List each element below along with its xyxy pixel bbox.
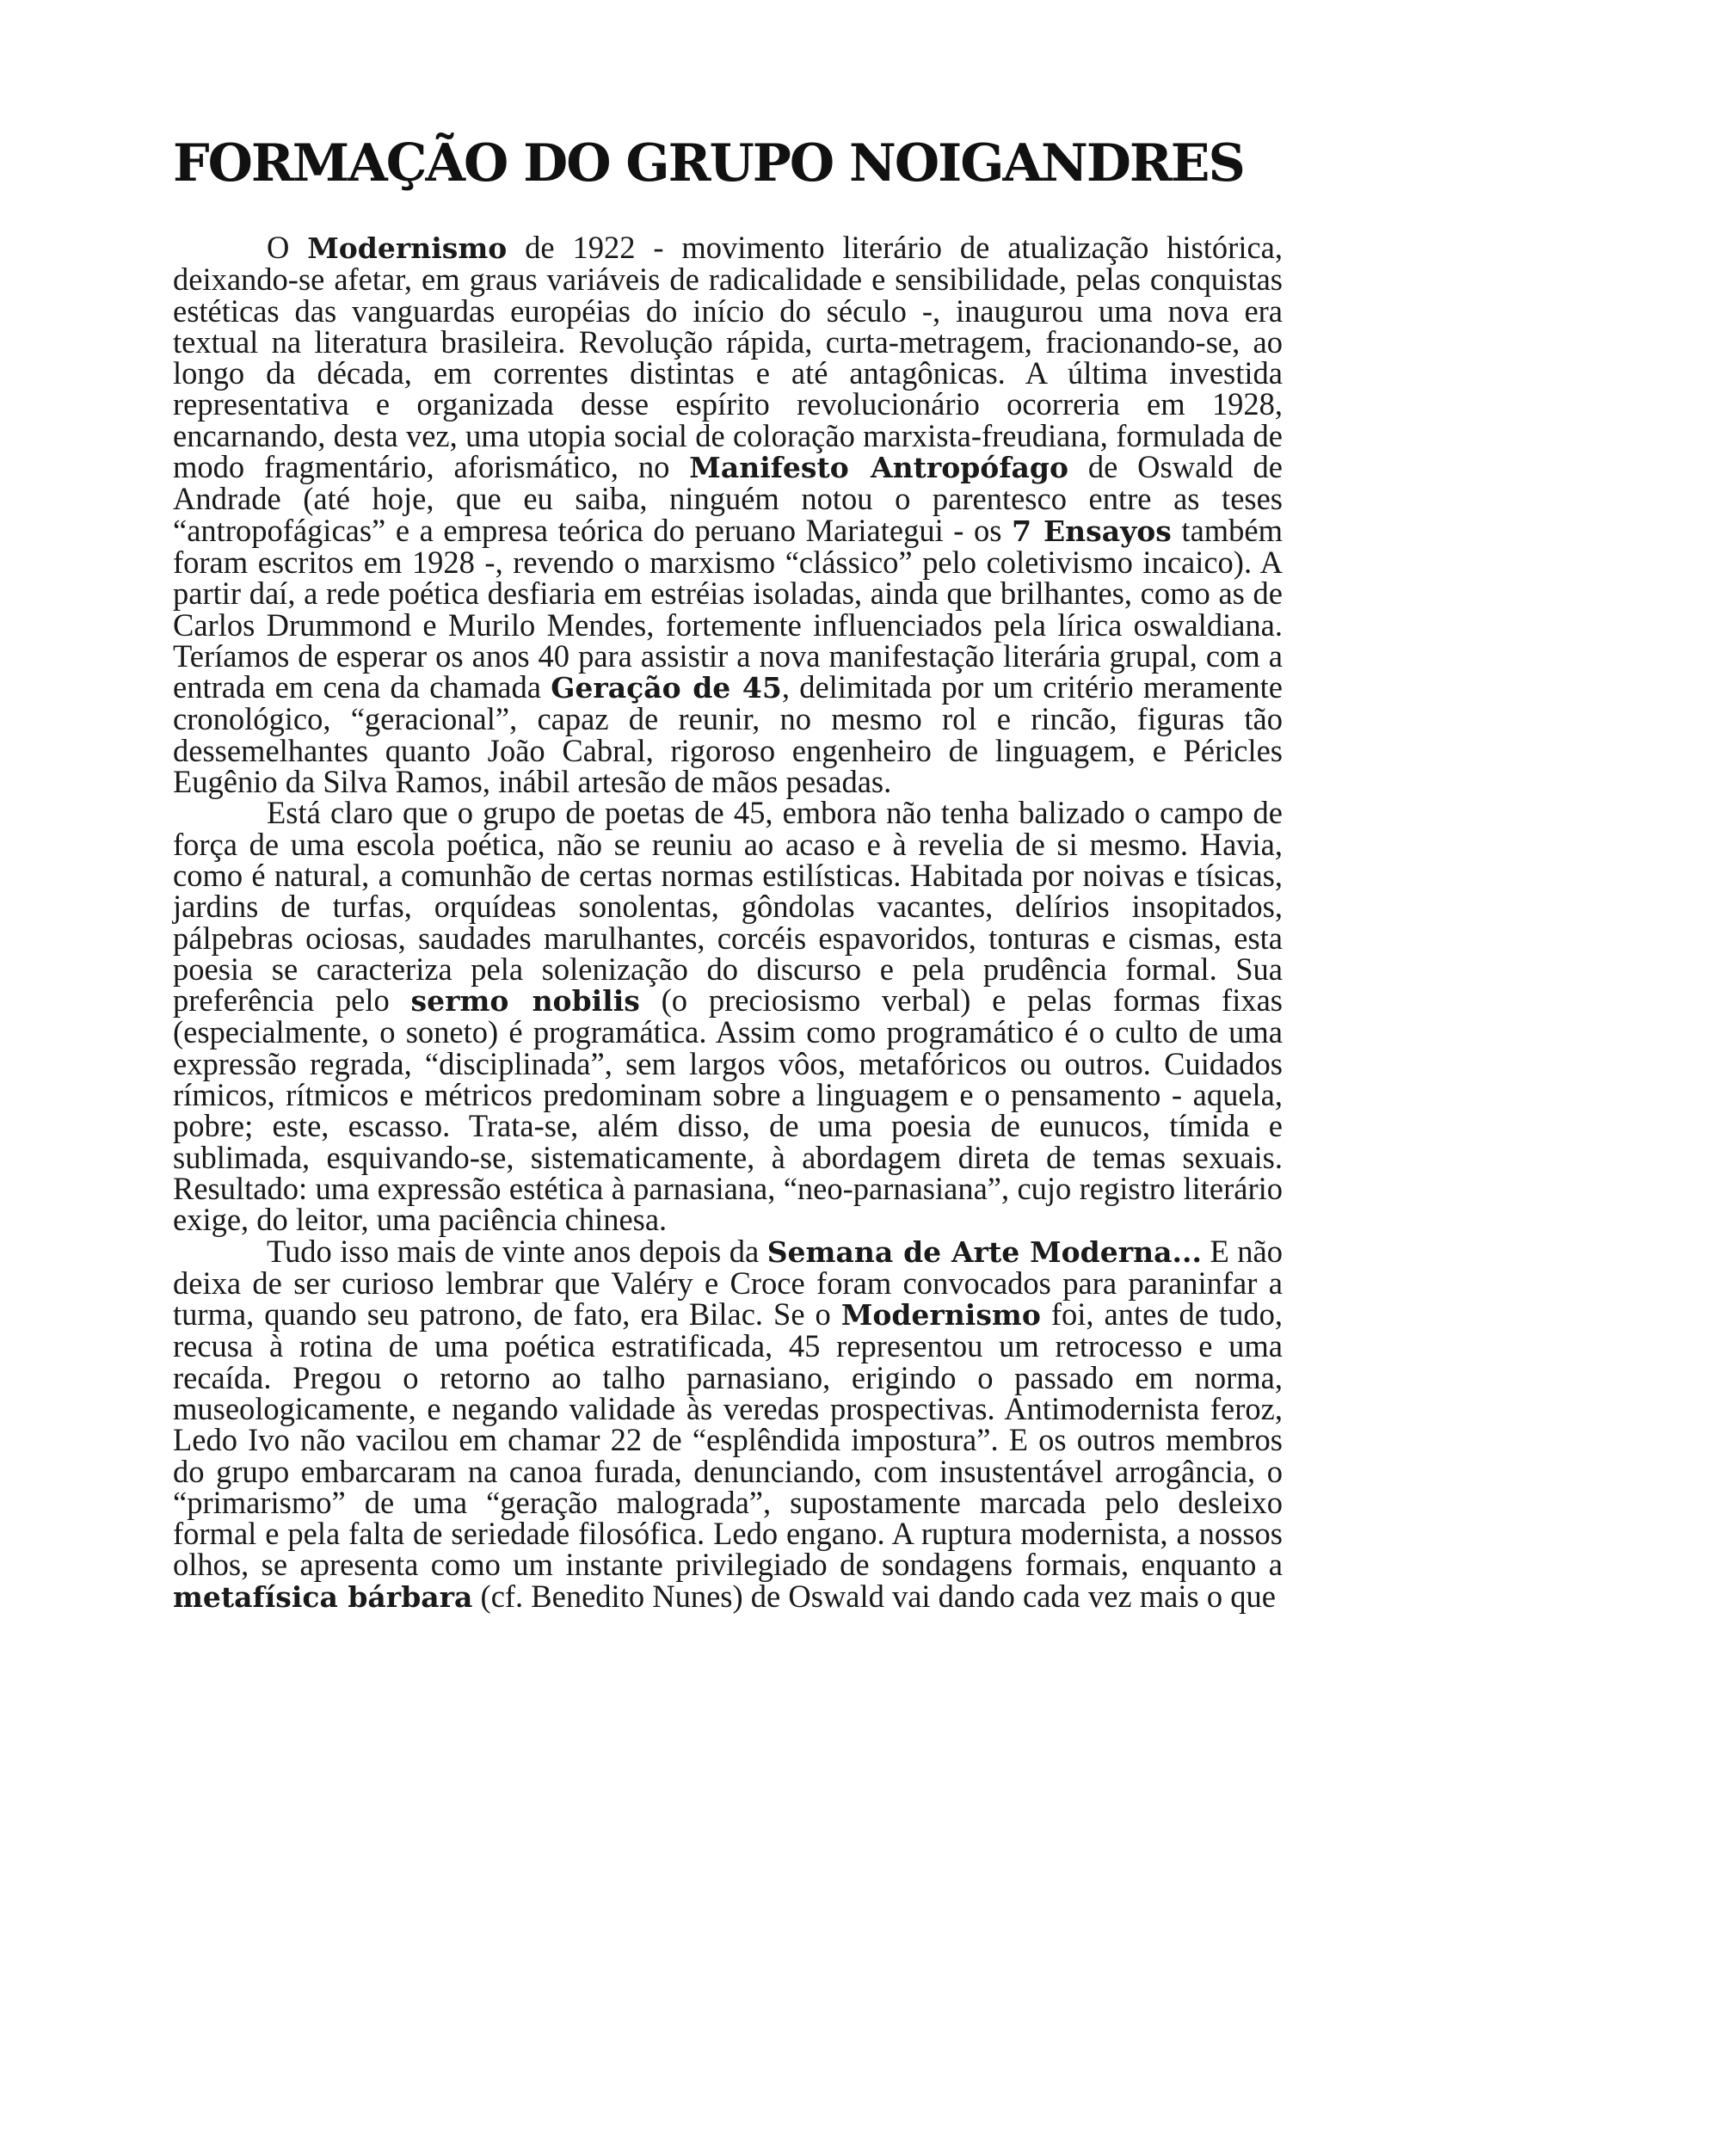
- bold-term: metafísica bárbara: [173, 1579, 473, 1614]
- article-body: [173, 232, 1283, 1613]
- bold-term: Modernismo: [840, 1298, 1041, 1333]
- paragraph-1: [173, 230, 1284, 800]
- text-run: Está claro que o grupo de poetas de 45, embora não tenha balizado o campo de força de uma escola poética, não se reuniu ao acaso e à revelia de si mesmo. Havia, como é natural, a comunhão de certas normas estilísticas. Habitada por noivas e tísicas, jardins de turfas, orquídeas sonolentas, gôndolas vacantes, delírios insopitados, pálpebras ociosas, saudades marulhantes, corcéis espavoridos, tonturas e cismas, esta poesia se caracteriza pela solenização do discurso e pela prudência formal. Sua preferência pelo: [173, 795, 1283, 1019]
- paragraph-3: [173, 1233, 1284, 1614]
- text-run: de Oswald de Andrade (até hoje, que eu saiba, ninguém notou o parentesco entre as teses “antropofágicas” e a empresa teórica do peruano Mariategui - os: [173, 449, 1284, 548]
- bold-term: Semana de Arte Moderna...: [766, 1234, 1202, 1269]
- bold-term: 7 Ensayos: [1012, 514, 1172, 548]
- page-title: FORMAÇÃO DO GRUPO NOIGANDRES: [173, 133, 1244, 194]
- text-run: Tudo isso mais de vinte anos depois da: [267, 1233, 767, 1269]
- text-run: (cf. Benedito Nunes) de Oswald vai dando cada vez mais o que: [472, 1578, 1276, 1614]
- bold-term: Manifesto Antropófago: [689, 451, 1068, 485]
- bold-term: Modernismo: [307, 231, 508, 265]
- text-run: de 1922 - movimento literário de atualização histórica, deixando-se afetar, em graus variáveis de radicalidade e sensibilidade, pelas conquistas estéticas das vanguardas européias do início do século -, inaugurou uma nova era textual na literatura brasileira. Revolução rápida, curta-metragem, fracionando-se, ao longo da década, em correntes distintas e até antagônicas. A última investida representativa e organizada desse espírito revolucionário ocorreria em 1928, encarnando, desta vez, uma utopia social de coloração marxista-freudiana, formulada de modo fragmentário, aforismático, no: [173, 230, 1284, 485]
- text-run: , delimitada por um critério meramente cronológico, “geracional”, capaz de reunir, no mesmo rol e rincão, figuras tão dessemelhantes quanto João Cabral, rigoroso engenheiro de linguagem, e Péricles Eugênio da Silva Ramos, inábil artesão de mãos pesadas.: [173, 669, 1284, 800]
- text-run: E não deixa de ser curioso lembrar que Valéry e Croce foram convocados para paraninfar a turma, quando seu patrono, de fato, era Bilac. Se o: [173, 1233, 1284, 1333]
- text-run: O: [267, 230, 308, 265]
- text-run: também foram escritos em 1928 -, revendo o marxismo “clássico” pelo coletivismo incaico). A partir daí, a rede poética desfiaria em estréias isoladas, ainda que brilhantes, como as de Carlos Drummond e Murilo Mendes, fortemente influenciados pela lírica oswaldiana. Teríamos de esperar os anos 40 para assistir a nova manifestação literária grupal, com a entrada em cena da chamada: [173, 512, 1284, 705]
- paragraph-2: [173, 795, 1283, 1238]
- bold-term: Geração de 45: [551, 671, 782, 705]
- bold-term: sermo nobilis: [410, 984, 640, 1019]
- text-run: foi, antes de tudo, recusa à rotina de uma poética estratificada, 45 representou um retrocesso e uma recaída. Pregou o retorno ao talho parnasiano, erigindo o passado em norma, museologicamente, e negando validade às veredas prospectivas. Antimodernista feroz, Ledo Ivo não vacilou em chamar 22 de “esplêndida impostura”. E os outros membros do grupo embarcaram na canoa furada, denunciando, com insustentável arrogância, o “primarismo” de uma “geração malograda”, supostamente marcada pelo desleixo formal e pela falta de seriedade filosófica. Ledo engano. A ruptura modernista, a nossos olhos, se apresenta como um instante privilegiado de sondagens formais, enquanto a: [173, 1296, 1283, 1583]
- text-run: (o preciosismo verbal) e pelas formas fixas (especialmente, o soneto) é programática. Assim como programático é o culto de uma expressão regrada, “disciplinada”, sem largos vôos, metafóricos ou outros. Cuidados rímicos, rítmicos e métricos predominam sobre a linguagem e o pensamento - aquela, pobre; este, escasso. Trata-se, além disso, de uma poesia de eunucos, tímida e sublimada, esquivando-se, sistematicamente, à abordagem direta de temas sexuais. Resultado: uma expressão estética à parnasiana, “neo-parnasiana”, cujo registro literário exige, do leitor, uma paciência chinesa.: [173, 982, 1283, 1238]
